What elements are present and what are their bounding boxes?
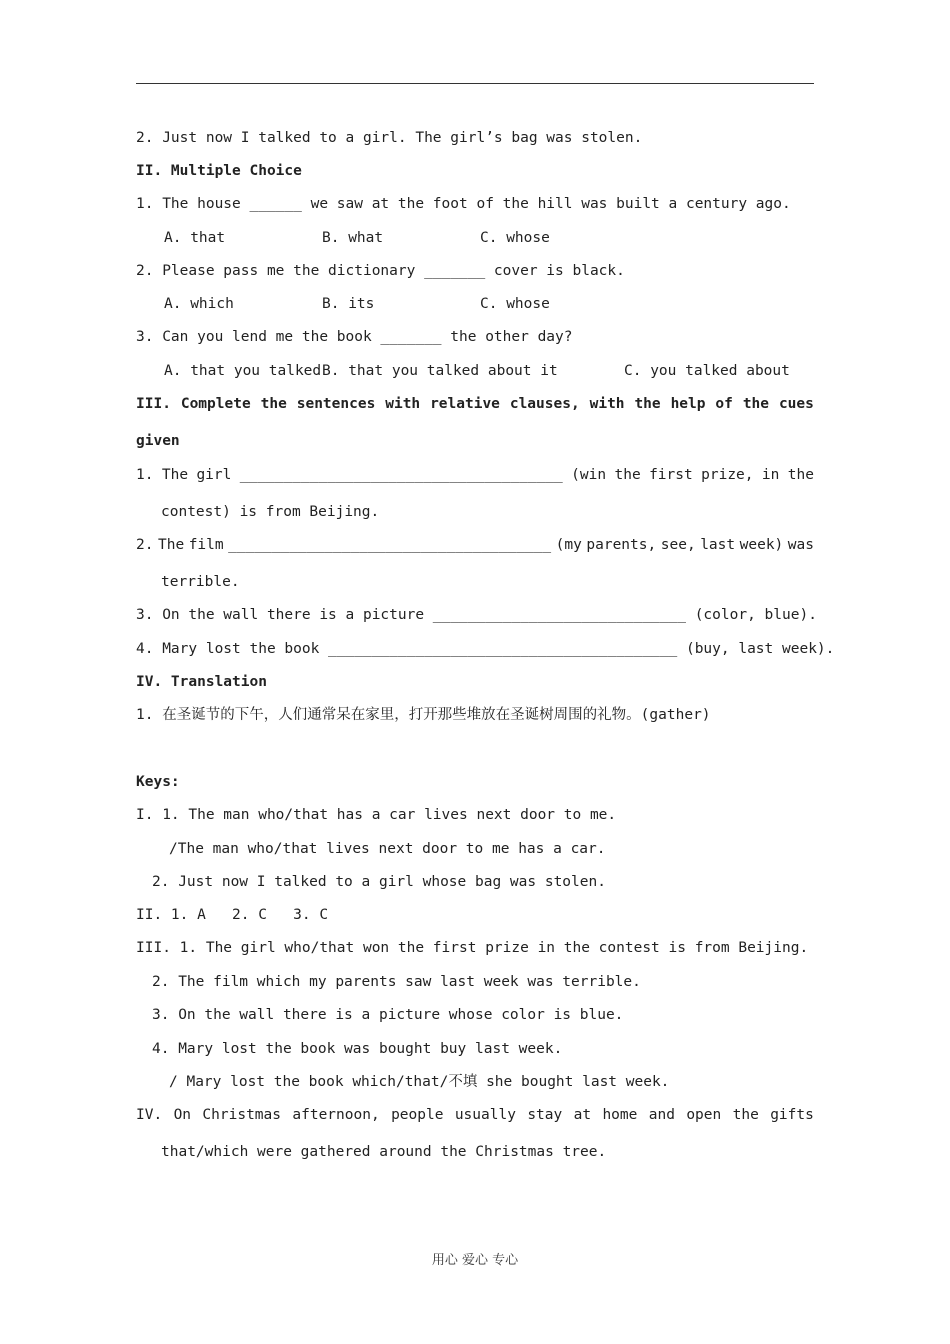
word: (win [571, 467, 607, 483]
key-section-4-line-1 [136, 1106, 814, 1124]
key-section-3-line-2: 2. The film which my parents saw last week was terrible. [152, 974, 641, 990]
word: week) [739, 537, 784, 553]
mc-q2-option-a: A. which [164, 296, 234, 312]
section-heading-translation: IV. Translation [136, 674, 267, 690]
word: usually [454, 1107, 516, 1123]
word: see, [660, 537, 696, 553]
word: cues [778, 396, 814, 412]
mc-q3-option-a: A. that you talked [164, 363, 322, 379]
mc-question-3: 3. Can you lend me the book _______ the other day? [136, 329, 573, 345]
complete-sentence-3: 3. On the wall there is a picture _____________________________ (color, blue). [136, 607, 817, 623]
page-footer: 用心 爱心 专心 [431, 1253, 519, 1268]
key-section-2: II. 1. A 2. C 3. C [136, 907, 329, 923]
word: girl [196, 467, 232, 483]
word: Christmas [202, 1107, 281, 1123]
word: with [385, 396, 421, 412]
mc-question-1: 1. The house ______ we saw at the foot of the hill was built a century ago. [136, 196, 791, 212]
word: with [589, 396, 625, 412]
word: The [161, 467, 189, 483]
word: was [787, 537, 814, 553]
mc-q3-option-c: C. you talked about [624, 363, 790, 379]
section-heading-multiple-choice: II. Multiple Choice [136, 163, 302, 179]
previous-item: 2. Just now I talked to a girl. The girl’s bag was stolen. [136, 130, 643, 146]
key-section-1-line-2: /The man who/that lives next door to me has a car. [169, 841, 606, 857]
word: people [391, 1107, 444, 1123]
word: IV. [136, 1107, 163, 1123]
word: at [573, 1107, 592, 1123]
complete-sentence-2-cont: terrible. [161, 574, 240, 590]
word: clauses, [509, 396, 580, 412]
word: in [761, 467, 780, 483]
word: and [648, 1107, 675, 1123]
key-section-3-line-4: 4. Mary lost the book was bought buy last week. [152, 1041, 563, 1057]
mc-q2-option-c: C. whose [480, 296, 550, 312]
word: first [649, 467, 693, 483]
word: the [787, 467, 814, 483]
word: gifts [770, 1107, 814, 1123]
word: last [700, 537, 736, 553]
word: relative [430, 396, 500, 412]
word: stay [527, 1107, 563, 1123]
header-rule [136, 83, 814, 84]
word: the [260, 396, 287, 412]
word: III. [136, 396, 171, 412]
key-section-1-line-1: I. 1. The man who/that has a car lives next door to me. [136, 807, 617, 823]
word: Complete [180, 396, 251, 412]
word: the [614, 467, 641, 483]
word: the [732, 1107, 759, 1123]
word: On [173, 1107, 192, 1123]
word: _____________________________________ [228, 537, 552, 553]
word: _____________________________________ [239, 467, 563, 483]
word: parents, [586, 537, 657, 553]
key-section-3-line-3: 3. On the wall there is a picture whose color is blue. [152, 1007, 624, 1023]
word: the [634, 396, 661, 412]
word: home [602, 1107, 638, 1123]
mc-question-2: 2. Please pass me the dictionary _______ cover is black. [136, 263, 625, 279]
word: afternoon, [292, 1107, 380, 1123]
key-section-4-line-2: that/which were gathered around the Christmas tree. [161, 1144, 607, 1160]
key-section-1-line-3: 2. Just now I talked to a girl whose bag was stolen. [152, 874, 606, 890]
word: 2. [136, 537, 154, 553]
complete-sentence-1 [136, 466, 814, 484]
word: of [715, 396, 733, 412]
word: (my [555, 537, 582, 553]
word: sentences [296, 396, 376, 412]
complete-sentence-1-cont: contest) is from Beijing. [161, 504, 380, 520]
word: the [742, 396, 770, 412]
mc-q1-option-c: C. whose [480, 230, 550, 246]
word: prize, [701, 467, 754, 483]
word: film [188, 537, 224, 553]
section-heading-complete-sentences [136, 395, 814, 413]
keys-heading: Keys: [136, 774, 180, 790]
key-section-3-line-1: III. 1. The girl who/that won the first prize in the contest is from Beijing. [136, 940, 809, 956]
translation-question-1: 1. 在圣诞节的下午，人们通常呆在家里，打开那些堆放在圣诞树周围的礼物。(gather) [136, 707, 711, 723]
word: 1. [136, 467, 154, 483]
word: The [157, 537, 185, 553]
mc-q1-option-b: B. what [322, 230, 384, 246]
word: help [670, 396, 706, 412]
mc-q2-option-b: B. its [322, 296, 375, 312]
mc-q3-option-b: B. that you talked about it [322, 363, 558, 379]
word: open [686, 1107, 722, 1123]
complete-sentence-4: 4. Mary lost the book ________________________________________ (buy, last week). [136, 641, 835, 657]
complete-sentence-2 [136, 536, 814, 554]
key-section-3-line-5: / Mary lost the book which/that/不填 she bought last week. [169, 1074, 670, 1090]
mc-q1-option-a: A. that [164, 230, 226, 246]
section-heading-complete-sentences-cont: given [136, 433, 180, 449]
